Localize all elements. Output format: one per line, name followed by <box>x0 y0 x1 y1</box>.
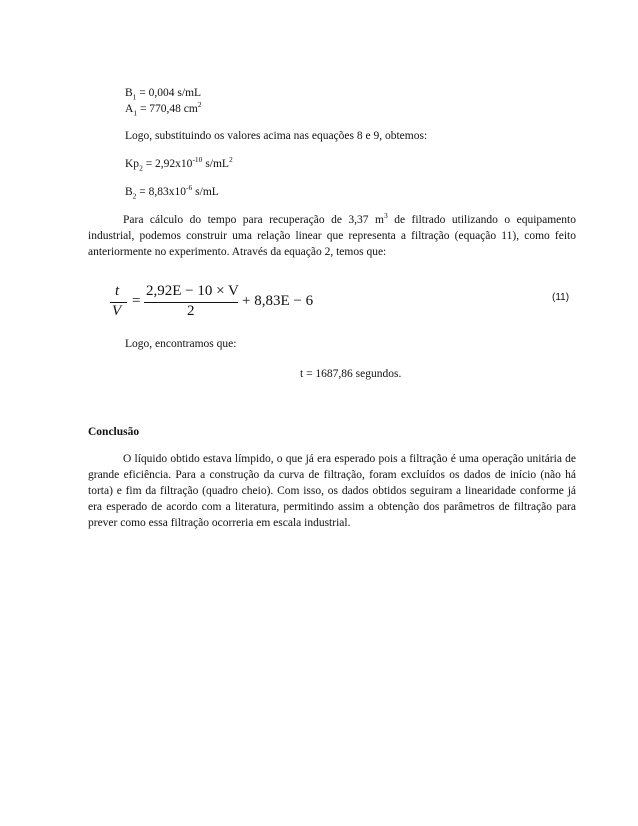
eq-rhs-numerator: 2,92E − 10 × V <box>146 283 239 299</box>
a1-sub: 1 <box>133 108 138 118</box>
b2-value: = 8,83x10 <box>136 186 187 198</box>
b2-exp: -6 <box>186 183 193 193</box>
b1-sub: 1 <box>132 92 137 102</box>
a1-line <box>125 102 202 116</box>
para-calculo <box>88 212 576 260</box>
kp2-sub: 2 <box>139 163 143 173</box>
kp2-exp: -10 <box>192 155 203 165</box>
result-line: t = 1687,86 segundos. <box>300 368 402 380</box>
logo-substituindo: Logo, substituindo os valores acima nas equações 8 e 9, obtemos: <box>125 130 428 142</box>
logo-encontramos: Logo, encontramos que: <box>125 338 237 350</box>
para-calculo-part1: Para cálculo do tempo para recuperação de 3,37 m <box>123 214 384 226</box>
b1-line <box>125 86 201 100</box>
eq-lhs-denominator: V <box>112 303 122 319</box>
eq-tail: + 8,83E − 6 <box>242 293 314 309</box>
para-calculo-part2: de filtrado utilizando o equipamento industrial, podemos construir uma relação linear que representa a filtração (equação 11), como feito anteriormente no experimento. Através da equação 2, temos que: <box>88 214 576 258</box>
b1-value: = 0,004 s/mL <box>136 87 202 99</box>
kp2-line <box>125 157 233 171</box>
b2-line <box>125 185 219 199</box>
eq-equals: = <box>132 293 141 309</box>
eq-lhs-numerator: t <box>115 283 120 299</box>
kp2-unit-sup: 2 <box>228 155 233 165</box>
conclusion-paragraph <box>88 451 576 531</box>
b2-sub: 2 <box>132 191 137 201</box>
para-calculo-sup: 3 <box>383 211 388 221</box>
a1-var: A <box>125 103 134 115</box>
a1-value: = 770,48 cm <box>137 103 198 115</box>
equation-number: (11) <box>552 292 570 303</box>
b2-var: B <box>125 186 133 198</box>
kp2-unit: s/mL <box>202 158 229 170</box>
eq-rhs-denominator: 2 <box>187 303 195 319</box>
b1-var: B <box>125 87 133 99</box>
kp2-var: Kp <box>125 158 140 170</box>
kp2-value: = 2,92x10 <box>142 158 193 170</box>
conclusion-heading: Conclusão <box>88 426 140 438</box>
b2-unit: s/mL <box>192 186 219 198</box>
conclusion-text: O líquido obtido estava límpido, o que já era esperado pois a filtração é uma operação unitária de grande eficiência. Para a construção da curva de filtração, foram excluídos os dados de início (não há torta) e fim da filtração (quadro cheio). Com isso, os dados obtidos seguiram a linearidade conforme já era esperado de acordo com a literatura, permitindo assim a obtenção dos parâmetros de filtração para prever como essa filtração ocorreria em escala industrial. <box>88 453 576 529</box>
a1-sup: 2 <box>197 100 202 110</box>
